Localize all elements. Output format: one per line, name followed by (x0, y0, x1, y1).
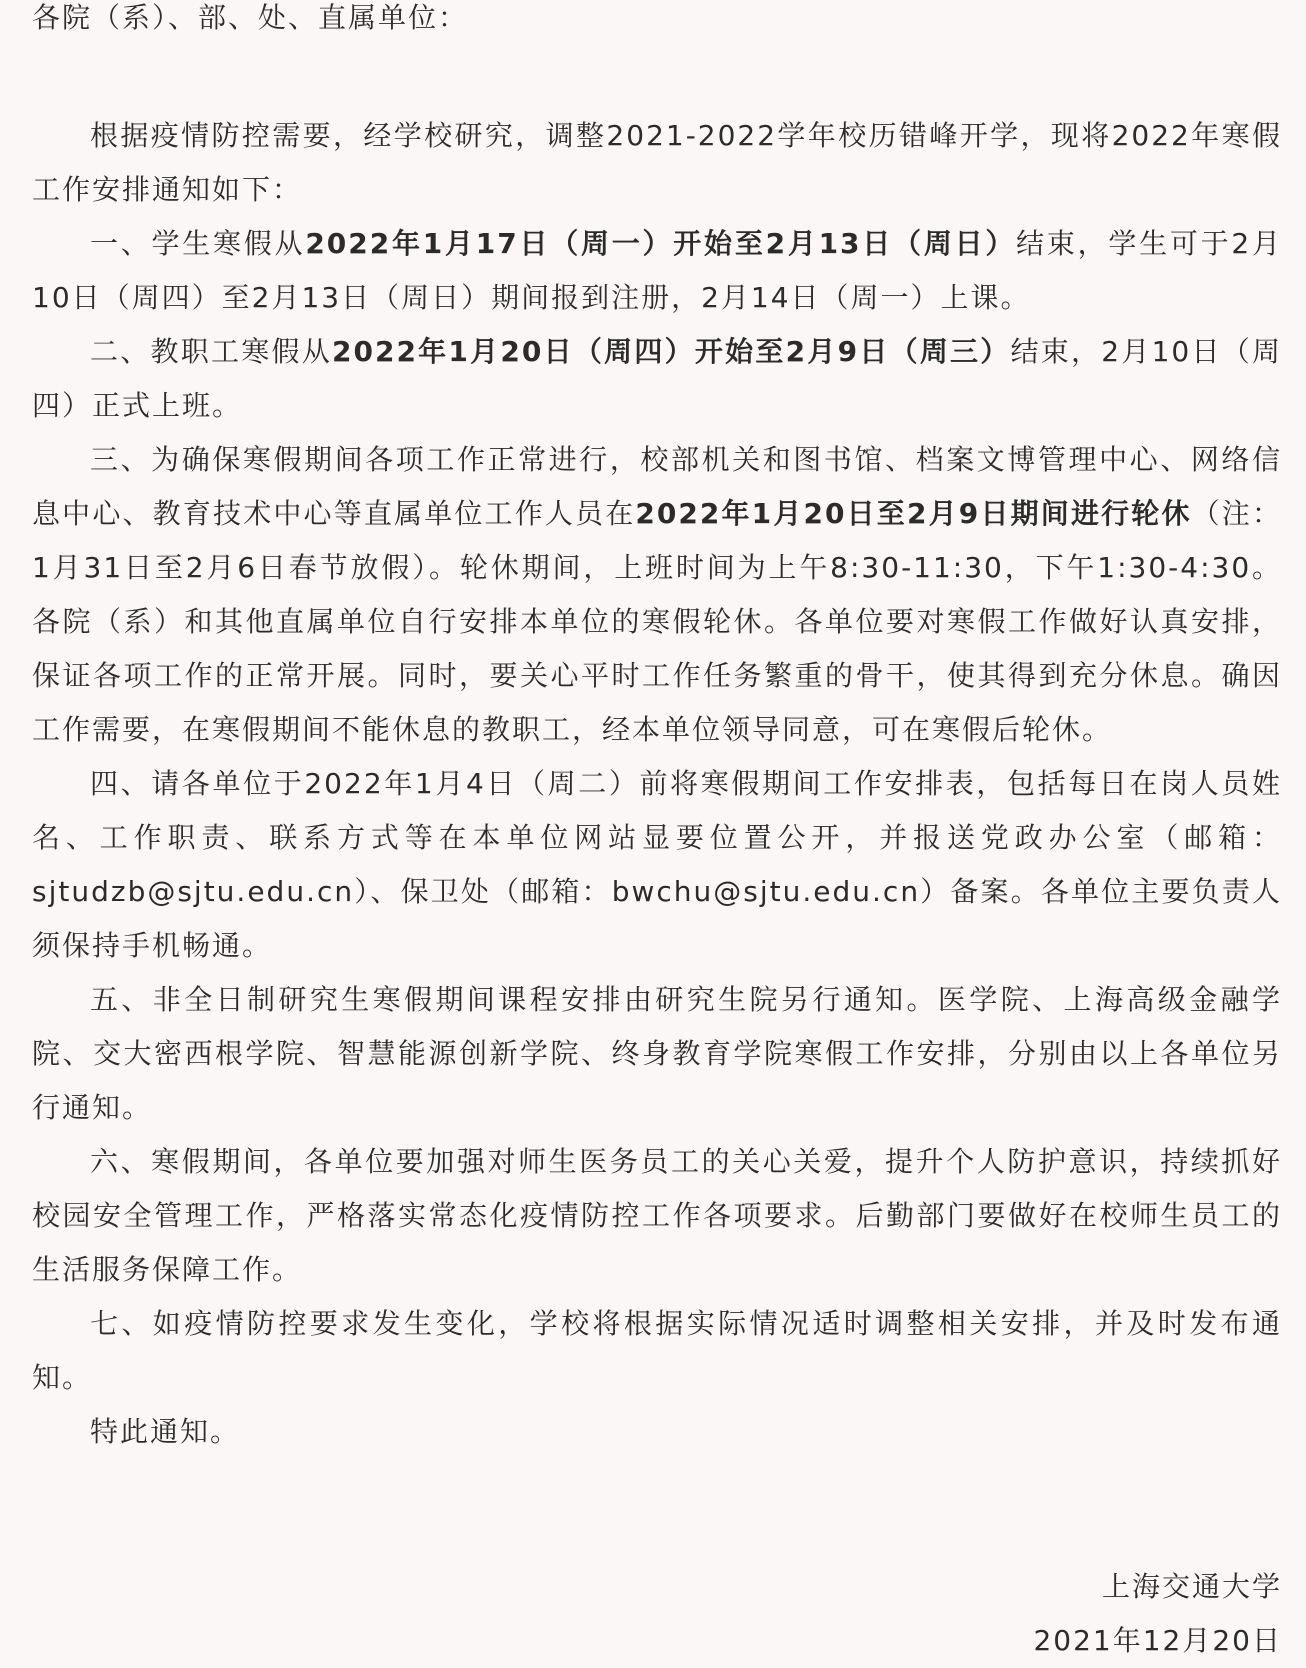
item-3-paragraph (32, 433, 1282, 757)
item-2-paragraph (32, 325, 1282, 433)
item-5-paragraph: 五、非全日制研究生寒假期间课程安排由研究生院另行通知。医学院、上海高级金融学院、交大密西根学院、智慧能源创新学院、终身教育学院寒假工作安排，分别由以上各单位另行通知。 (32, 983, 1282, 1124)
item-3-rest: （注：1月31日至2月6日春节放假）。轮休期间，上班时间为上午8:30-11:30，下午1:30-4:30。各院（系）和其他直属单位自行安排本单位的寒假轮休。各单位要对寒假工作做好认真安排，保证各项工作的正常开展。同时，要关心平时工作任务繁重的骨干，使其得到充分休息。确因工作需要，在寒假期间不能休息的教职工，经本单位领导同意，可在寒假后轮休。 (32, 497, 1282, 746)
greeting-line: 各院（系）、部、处、直属单位： (32, 1, 469, 34)
spacer (32, 36, 1282, 109)
item-7-paragraph: 七、如疫情防控要求发生变化，学校将根据实际情况适时调整相关安排，并及时发布通知。 (32, 1307, 1282, 1394)
signature-date: 2021年12月20日 (1033, 1624, 1282, 1657)
item-4-paragraph: 四、请各单位于2022年1月4日（周二）前将寒假期间工作安排表，包括每日在岗人员姓名、工作职责、联系方式等在本单位网站显要位置公开，并报送党政办公室（邮箱：sjtudzb@sjtu.edu.cn）、保卫处（邮箱：bwchu@sjtu.edu.cn）备案。各单位主要负责人须保持手机畅通。 (32, 767, 1282, 962)
closing-line: 特此通知。 (90, 1415, 241, 1448)
item-1-lead: 一、学生寒假从 (90, 227, 306, 260)
item-3-emphasis: 2022年1月20日至2月9日期间进行轮休 (635, 497, 1192, 530)
signature-org: 上海交通大学 (1101, 1570, 1282, 1603)
item-1-rest: 结束，学生可于2月10日（周四）至2月13日（周日）期间报到注册，2月14日（周一）上课。 (32, 227, 1282, 314)
item-2-rest: 结束，2月10日（周四）正式上班。 (32, 335, 1282, 422)
item-2-lead: 二、教职工寒假从 (90, 335, 332, 368)
item-1-paragraph (32, 217, 1282, 325)
item-1-emphasis: 2022年1月17日（周一）开始至2月13日（周日） (305, 227, 1017, 260)
intro-paragraph: 根据疫情防控需要，经学校研究，调整2021-2022学年校历错峰开学，现将2022年寒假工作安排通知如下： (32, 119, 1282, 206)
item-2-emphasis: 2022年1月20日（周四）开始至2月9日（周三） (332, 335, 1011, 368)
item-3-lead: 三、为确保寒假期间各项工作正常进行，校部机关和图书馆、档案文博管理中心、网络信息中心、教育技术中心等直属单位工作人员在 (32, 443, 1282, 530)
item-6-paragraph: 六、寒假期间，各单位要加强对师生医务员工的关心关爱，提升个人防护意识，持续抓好校园安全管理工作，严格落实常态化疫情防控工作各项要求。后勤部门要做好在校师生员工的生活服务保障工作。 (32, 1145, 1282, 1286)
signature-block (1033, 1560, 1282, 1668)
notice-document (32, 0, 1282, 1459)
